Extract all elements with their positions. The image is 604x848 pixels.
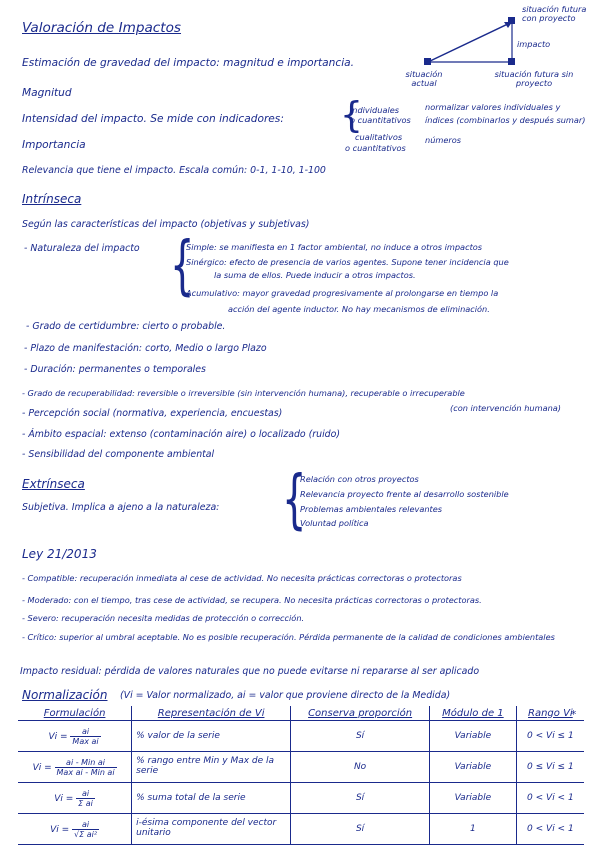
magnitud-branch-desc-2: índices (combinarlos y después sumar) (425, 115, 586, 125)
representation-cell: % suma total de la serie (132, 783, 291, 814)
intrinseca-item-5: - Percepción social (normativa, experiencia, encuestas) (22, 408, 283, 419)
intrinseca-item-4b: (con intervención humana) (450, 403, 561, 413)
table-row (18, 783, 584, 814)
table-row (18, 814, 584, 845)
page-title: Valoración de Impactos (22, 20, 182, 36)
ley-item-compatible: - Compatible: recuperación inmediata al cese de actividad. No necesita prácticas correctoras o protectoras (22, 573, 462, 583)
naturaleza-brace: { (170, 229, 195, 303)
formula-denominator: Max ai (72, 736, 99, 746)
extrinseca-branch-2: Relevancia proyecto frente al desarrollo sostenible (300, 489, 509, 499)
diagram-label-top: situación futura con proyecto (522, 4, 587, 23)
proportion-cell: Sí (291, 814, 430, 845)
diagram-node-actual (424, 58, 431, 65)
magnitud-branch-label-1: individuales (350, 105, 400, 115)
formula-fraction (76, 789, 95, 808)
col-header-module: Módulo de 1 (430, 706, 517, 721)
proportion-cell: No (291, 752, 430, 783)
formula-denominator: Σ ai (78, 798, 93, 808)
extrinseca-branch-3: Problemas ambientales relevantes (300, 504, 443, 514)
col-header-range: Rango Vi (516, 706, 584, 721)
range-star: * (571, 709, 577, 721)
formula-cell (18, 814, 132, 845)
intrinseca-item-7: - Sensibilidad del componente ambiental (22, 449, 215, 460)
range-cell: 0 < Vi < 1 (516, 783, 584, 814)
formula-lhs: Vi = (32, 762, 52, 773)
formula-lhs: Vi = (48, 731, 68, 742)
col-header-proportion: Conserva proporción (291, 706, 430, 721)
formula-cell (18, 783, 132, 814)
normalization-table (18, 706, 584, 845)
extrinseca-heading: Extrínseca (22, 477, 85, 491)
formula-fraction (70, 727, 100, 746)
module-cell: 1 (430, 814, 517, 845)
formula-numerator: ai (76, 789, 95, 799)
formula-lhs: Vi = (50, 824, 70, 835)
representation-cell: i-ésima componente del vector unitario (132, 814, 291, 845)
formula-denominator: √Σ ai² (74, 829, 98, 839)
table-row (18, 752, 584, 783)
ley-heading: Ley 21/2013 (22, 547, 97, 561)
normalizacion-legend: (Vi = Valor normalizado, ai = valor que proviene directo de la Medida) (120, 690, 451, 701)
ley-item-critico: - Crítico: superior al umbral aceptable. No es posible recuperación. Pérdida permanente de la calidad de condiciones ambientales (22, 632, 555, 642)
formula-fraction (72, 820, 99, 839)
range-cell: 0 < Vi ≤ 1 (516, 721, 584, 752)
magnitud-branch-desc-1: normalizar valores individuales y (425, 102, 561, 112)
magnitud-branch-label-2: o cuantitativos (350, 115, 411, 125)
naturaleza-label: - Naturaleza del impacto (24, 243, 140, 254)
extrinseca-text: Subjetiva. Implica a ajeno a la naturaleza: (22, 502, 220, 513)
formula-cell (18, 752, 132, 783)
intrinseca-item-4: - Grado de recuperabilidad: reversible o irreversible (sin intervención humana), recuperable o irrecuperable (22, 388, 465, 398)
representation-cell: % valor de la serie (132, 721, 291, 752)
impacto-residual: Impacto residual: pérdida de valores naturales que no puede evitarse ni repararse al ser aplicado (20, 666, 480, 677)
intrinseca-item-3: - Duración: permanentes o temporales (24, 364, 206, 375)
magnitud-branch-label-3: cualitativos (355, 132, 403, 142)
formula-numerator: ai (72, 820, 99, 830)
normalizacion-heading: Normalización (22, 688, 108, 702)
col-header-formula: Formulación (18, 706, 132, 721)
naturaleza-line-4: Acumulativo: mayor gravedad progresivamente al prolongarse en tiempo la (186, 288, 499, 298)
naturaleza-line-5: acción del agente inductor. No hay mecanismos de eliminación. (228, 304, 490, 314)
importancia-heading: Importancia (22, 139, 86, 151)
naturaleza-line-3: la suma de ellos. Puede inducir a otros impactos. (214, 270, 416, 280)
table-row (18, 721, 584, 752)
formula-lhs: Vi = (54, 793, 74, 804)
magnitud-heading: Magnitud (22, 87, 72, 99)
diagram-label-impacto: impacto (517, 39, 551, 49)
magnitud-text: Intensidad del impacto. Se mide con indicadores: (22, 113, 284, 125)
intrinseca-heading: Intrínseca (22, 192, 82, 206)
diagram-node-future-with (508, 17, 515, 24)
magnitud-branch-desc-3: números (425, 135, 462, 145)
magnitud-branch-label-4: o cuantitativos (345, 143, 406, 153)
diagram-label-actual: situación actual (405, 69, 443, 88)
intrinseca-intro: Según las características del impacto (objetivas y subjetivas) (22, 219, 310, 230)
intro-text: Estimación de gravedad del impacto: magnitud e importancia. (22, 57, 355, 69)
diagram-arrow-line (428, 22, 512, 62)
formula-numerator: ai (70, 727, 100, 737)
representation-cell: % rango entre Min y Max de la serie (132, 752, 291, 783)
extrinseca-branch-1: Relación con otros proyectos (300, 474, 419, 484)
intrinseca-item-6: - Ámbito espacial: extenso (contaminación aire) o localizado (ruido) (22, 429, 341, 440)
extrinseca-branch-4: Voluntad política (300, 518, 369, 528)
proportion-cell: Sí (291, 721, 430, 752)
table-header-row (18, 706, 584, 721)
col-header-representation: Representación de Vi (132, 706, 291, 721)
ley-item-severo: - Severo: recuperación necesita medidas de protección o corrección. (22, 613, 305, 623)
module-cell: Variable (430, 721, 517, 752)
formula-denominator: Max ai - Min ai (56, 767, 115, 777)
diagram-label-sin: situación futura sin proyecto (494, 69, 574, 88)
ley-item-moderado: - Moderado: con el tiempo, tras cese de actividad, se recupera. No necesita prácticas correctoras o protectoras. (22, 595, 482, 605)
formula-cell (18, 721, 132, 752)
formula-numerator: ai - Min ai (55, 758, 117, 768)
proportion-cell: Sí (291, 783, 430, 814)
intrinseca-item-2: - Plazo de manifestación: corto, Medio o largo Plazo (24, 343, 267, 354)
intrinseca-item-1: - Grado de certidumbre: cierto o probable. (26, 321, 226, 332)
naturaleza-line-2: Sinérgico: efecto de presencia de varios agentes. Supone tener incidencia que (186, 257, 509, 267)
diagram-node-future-without (508, 58, 515, 65)
module-cell: Variable (430, 752, 517, 783)
module-cell: Variable (430, 783, 517, 814)
naturaleza-line-1: Simple: se manifiesta en 1 factor ambiental, no induce a otros impactos (186, 242, 483, 252)
formula-fraction (55, 758, 117, 777)
range-cell: 0 ≤ Vi ≤ 1 (516, 752, 584, 783)
range-cell: 0 < Vi < 1 (516, 814, 584, 845)
importancia-text: Relevancia que tiene el impacto. Escala común: 0-1, 1-10, 1-100 (22, 165, 326, 176)
extrinseca-brace: { (282, 463, 307, 537)
magnitud-brace: { (340, 95, 363, 136)
